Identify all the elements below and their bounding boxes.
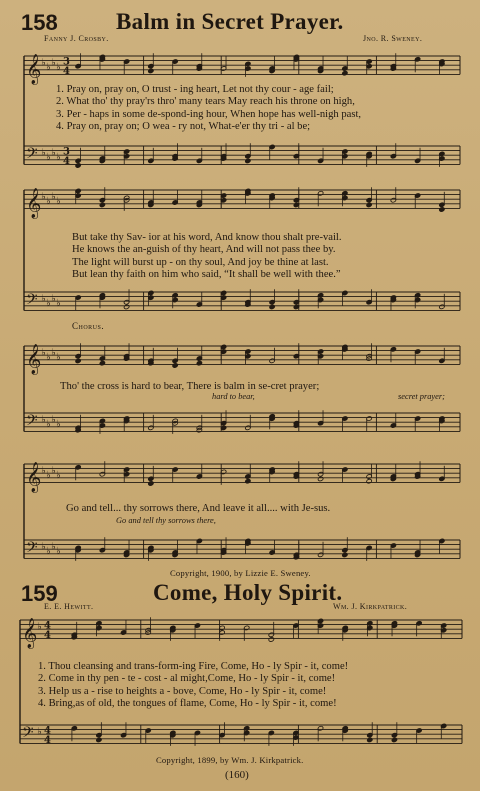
hymn-author: Fanny J. Crosby. bbox=[44, 34, 109, 43]
treble-clef-icon: 𝄞 bbox=[26, 344, 42, 375]
verse-line: 1. Pray on, pray on, O trust - ing heart, Let not thy cour - age fail; bbox=[56, 84, 334, 95]
flat-icon: ♭ bbox=[51, 541, 56, 553]
chorus-line: Go and tell... thy sorrows there, And leave it all.... with Je-sus. bbox=[66, 503, 331, 514]
note-head bbox=[367, 737, 373, 742]
flat-icon: ♭ bbox=[51, 57, 56, 69]
flat-icon: ♭ bbox=[56, 196, 61, 208]
hymn-title: Come, Holy Spirit. bbox=[153, 580, 343, 605]
verse-line: But lean thy faith on him who said, “It shall be well with thee.” bbox=[72, 269, 341, 281]
flat-icon: ♭ bbox=[56, 352, 61, 364]
verse-line: He knows the an-guish of thy heart, And will not pass thee by. bbox=[72, 244, 336, 256]
flat-icon: ♭ bbox=[56, 62, 61, 74]
flat-icon: ♭ bbox=[51, 465, 56, 477]
chorus-echo: hard to bear, bbox=[212, 392, 255, 401]
flat-icon: ♭ bbox=[46, 196, 51, 208]
flat-icon: ♭ bbox=[46, 352, 51, 364]
flat-icon: ♭ bbox=[41, 191, 46, 203]
flat-icon: ♭ bbox=[51, 347, 56, 359]
note-head bbox=[245, 479, 251, 484]
time-signature-bottom: 4 bbox=[63, 155, 70, 167]
copyright-notice: Copyright, 1899, by Wm. J. Kirkpatrick. bbox=[156, 755, 304, 765]
note-head bbox=[269, 304, 275, 309]
flat-icon: ♭ bbox=[46, 470, 51, 482]
bass-clef-icon: 𝄢 bbox=[26, 411, 38, 433]
note-head bbox=[366, 202, 372, 207]
note-head bbox=[245, 158, 251, 163]
flat-icon: ♭ bbox=[46, 62, 51, 74]
bass-clef-icon: 𝄢 bbox=[26, 538, 38, 560]
verse-line: 3. Per - haps in some de-spond-ing hour, When hope has well-nigh past, bbox=[56, 108, 362, 120]
chorus-label: Chorus. bbox=[72, 321, 105, 331]
verse-line: 4. Bring,as of old, the tongues of flame, Come, Ho - ly Spir - it, come! bbox=[38, 698, 337, 710]
note-head bbox=[318, 476, 324, 481]
hymn-author: E. E. Hewitt. bbox=[44, 602, 94, 611]
flat-icon: ♭ bbox=[56, 419, 61, 431]
flat-icon: ♭ bbox=[37, 621, 42, 633]
chorus-echo: Go and tell thy sorrows there, bbox=[116, 516, 216, 525]
flat-icon: ♭ bbox=[51, 414, 56, 426]
flat-icon: ♭ bbox=[46, 546, 51, 558]
note-head bbox=[342, 552, 348, 557]
note-head bbox=[342, 71, 348, 76]
note-head bbox=[99, 361, 105, 366]
treble-clef-icon: 𝄞 bbox=[26, 188, 42, 219]
copyright-notice: Copyright, 1900, by Lizzie E. Sweney. bbox=[170, 568, 311, 578]
verse-line: 4. Pray on, pray on; O wea - ry not, What-e'er thy tri - al be; bbox=[56, 121, 311, 133]
bass-clef-icon: 𝄢 bbox=[26, 144, 38, 166]
flat-icon: ♭ bbox=[41, 57, 46, 69]
note-head bbox=[75, 358, 81, 363]
bass-clef-icon: 𝄢 bbox=[26, 290, 38, 312]
flat-icon: ♭ bbox=[51, 293, 56, 305]
flat-icon: ♭ bbox=[56, 470, 61, 482]
verse-lines bbox=[56, 84, 361, 134]
time-signature-top: 3 bbox=[63, 56, 70, 68]
refrain-lines bbox=[72, 232, 342, 282]
hymn-title: Balm in Secret Prayer. bbox=[116, 9, 344, 34]
note-head bbox=[366, 479, 372, 484]
note-head bbox=[75, 163, 81, 168]
flat-icon: ♭ bbox=[56, 546, 61, 558]
verse-line: The light will burst up - on thy soul, And joy be thine at last. bbox=[72, 256, 329, 268]
time-signature-bottom: 4 bbox=[63, 65, 70, 77]
time-signature-top: 3 bbox=[63, 146, 70, 158]
time-signature-bottom: 4 bbox=[44, 629, 51, 641]
hymn-composer: Wm. J. Kirkpatrick. bbox=[333, 602, 408, 611]
flat-icon: ♭ bbox=[41, 541, 46, 553]
flat-icon: ♭ bbox=[46, 152, 51, 164]
hymn-composer: Jno. R. Sweney. bbox=[363, 34, 423, 43]
time-signature-top: 4 bbox=[44, 725, 51, 737]
flat-icon: ♭ bbox=[41, 147, 46, 159]
flat-icon: ♭ bbox=[56, 152, 61, 164]
flat-icon: ♭ bbox=[51, 147, 56, 159]
verse-lines bbox=[38, 661, 348, 711]
treble-clef-icon: 𝄞 bbox=[26, 462, 42, 493]
flat-icon: ♭ bbox=[51, 191, 56, 203]
note-head bbox=[96, 737, 102, 742]
page-number: (160) bbox=[225, 769, 249, 781]
chorus-line: Tho' the cross is hard to bear, There is balm in se-cret prayer; bbox=[60, 381, 320, 392]
note-head bbox=[268, 637, 274, 642]
flat-icon: ♭ bbox=[41, 414, 46, 426]
verse-line: 1. Thou cleansing and trans-form-ing Fire, Come, Ho - ly Spir - it, come! bbox=[38, 661, 349, 672]
flat-icon: ♭ bbox=[46, 419, 51, 431]
flat-icon: ♭ bbox=[41, 465, 46, 477]
time-signature-top: 4 bbox=[44, 620, 51, 632]
chorus-echo: secret prayer; bbox=[398, 392, 445, 401]
note-head bbox=[439, 207, 445, 212]
note-head bbox=[391, 737, 397, 742]
flat-icon: ♭ bbox=[41, 347, 46, 359]
flat-icon: ♭ bbox=[37, 726, 42, 738]
note-head bbox=[196, 361, 202, 366]
verse-line: But take thy Sav- ior at his word, And know thou shalt pre-vail. bbox=[72, 232, 342, 243]
flat-icon: ♭ bbox=[41, 293, 46, 305]
flat-icon: ♭ bbox=[46, 298, 51, 310]
verse-line: 2. What tho' thy pray'rs thro' many tears May reach his throne on high, bbox=[56, 96, 355, 108]
bass-clef-icon: 𝄢 bbox=[22, 723, 34, 745]
note-head bbox=[172, 363, 178, 368]
time-signature-bottom: 4 bbox=[44, 734, 51, 746]
flat-icon: ♭ bbox=[56, 298, 61, 310]
note-head bbox=[124, 304, 130, 309]
note-head bbox=[148, 481, 154, 486]
treble-clef-icon: 𝄞 bbox=[26, 54, 42, 85]
hymn-number: 158 bbox=[21, 10, 58, 35]
hymn-number: 159 bbox=[21, 581, 58, 606]
verse-line: 2. Come in thy pen - te - cost - al might,Come, Ho - ly Spir - it, come! bbox=[38, 673, 336, 685]
note-head bbox=[148, 68, 154, 73]
note-head bbox=[99, 202, 105, 207]
treble-clef-icon: 𝄞 bbox=[22, 618, 38, 649]
verse-line: 3. Help us a - rise to heights a - bove, Come, Ho - ly Spir - it, come! bbox=[38, 685, 327, 697]
